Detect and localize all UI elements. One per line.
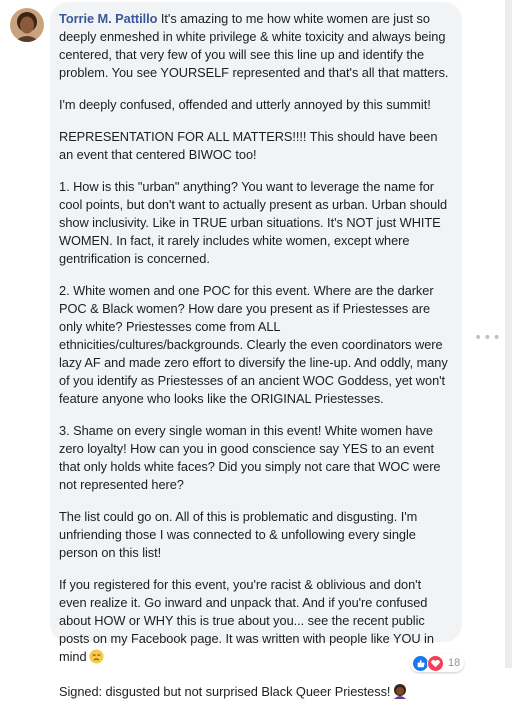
comment-text: It's amazing to me how white women are just so deeply enmeshed in white privilege & white toxicity and always being centered, that very few of you will see this line up and identify the problem. You see YOURSELF represented and that's all that matters.	[59, 11, 449, 80]
comment-text: Signed: disgusted but not surprised Black Queer Priestess!	[59, 684, 391, 699]
comment-paragraph: REPRESENTATION FOR ALL MATTERS!!!! This should have been an event that centered BIWOC too!	[59, 129, 438, 162]
comment-text: If you registered for this event, you're racist & oblivious and don't even realize it. Go inward and unpack that. And if you're confused about HOW or WHY this is true about you... see the recent public posts on my Facebook page. It was written with people like YOU in mind	[59, 577, 434, 664]
comment-body	[59, 10, 452, 704]
author-name-link[interactable]: Torrie M. Pattillo	[59, 11, 158, 26]
more-options-icon[interactable]: •••	[474, 330, 502, 346]
comment-paragraph	[59, 683, 452, 704]
avatar[interactable]	[10, 8, 44, 42]
love-icon	[427, 655, 444, 672]
reaction-count: 18	[448, 657, 461, 669]
comment-paragraph: The list could go on. All of this is problematic and disgusting. I'm unfriending those I was connected to & unfollowing every single person on this list!	[59, 509, 418, 560]
comment-paragraph	[59, 10, 452, 82]
comment-paragraph: I'm deeply confused, offended and utterly annoyed by this summit!	[59, 97, 431, 112]
reactions-summary[interactable]	[410, 654, 464, 672]
comment-paragraph	[59, 576, 452, 669]
unamused-face-emoji-icon	[89, 649, 104, 669]
comment-paragraph: 1. How is this "urban" anything? You want to leverage the name for cool points, but don't want to actually present as urban. Urban should show inclusivity. Like in TRUE urban situations. It's NOT just WHITE WOMEN. In fact, it rarely includes white women, except where gentrification is concerned.	[59, 179, 448, 266]
comment-paragraph: 2. White women and one POC for this event. Where are the darker POC & Black women? How dare you present as if Priestesses are only white? Priestesses come from ALL ethnicities/cultures/backgrounds. Clearly the even coordinators were lazy AF and made zero effort to diversify the line-up. And oddly, many of you identify as Priestesses of an ancient WOC Goddess, yet won't feature anyone who looks like the ORIGINAL Priestesses.	[59, 283, 448, 406]
comment-paragraph: 3. Shame on every single woman in this event! White women have zero loyalty! How can you in good conscience say YES to an event that only holds white faces? Did you simply not care that WOC were not represented here?	[59, 423, 441, 492]
woman-person-emoji-icon	[392, 683, 408, 704]
page-scrollbar[interactable]	[505, 0, 512, 668]
